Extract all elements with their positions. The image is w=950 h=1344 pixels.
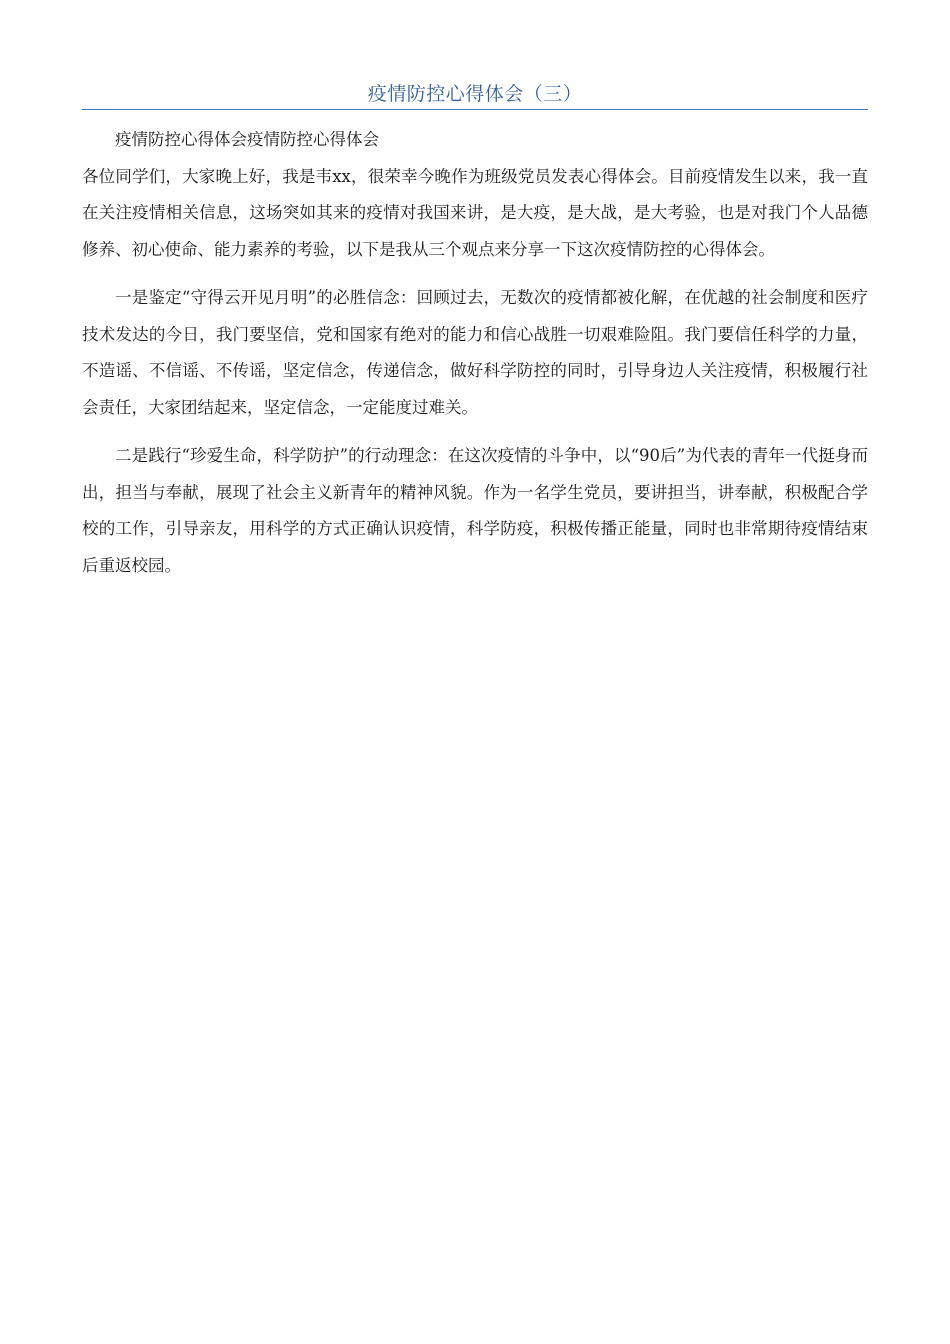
paragraph-point-one: 一是鉴定“守得云开见月明”的必胜信念：回顾过去，无数次的疫情都被化解，在优越的社会制度和医疗技术发达的今日，我门要坚信，党和国家有绝对的能力和信心战胜一切艰难险阻。我门要信任科学的力量，不造谣、不信谣、不传谣，坚定信念，传递信念，做好科学防控的同时，引导身边人关注疫情，积极履行社会责任，大家团结起来，坚定信念，一定能度过难关。 — [82, 288, 868, 417]
header-title: 疫情防控心得体会（三） — [367, 83, 583, 105]
paragraph-point-two: 二是践行“珍爱生命，科学防护”的行动理念：在这次疫情的斗争中，以“90后”为代表的青年一代挺身而出，担当与奉献，展现了社会主义新青年的精神风貌。作为一名学生党员，要讲担当，讲奉献，积极配合学校的工作，引导亲友，用科学的方式正确认识疫情，科学防疫，积极传播正能量，同时也非常期待疫情结束后重返校园。 — [82, 446, 868, 575]
document-subtitle: 疫情防控心得体会疫情防控心得体会 — [115, 130, 379, 149]
document-body — [82, 122, 868, 584]
page-header — [82, 80, 868, 108]
header-divider — [82, 109, 868, 110]
paragraph-intro: 各位同学们，大家晚上好，我是韦xx，很荣幸今晚作为班级党员发表心得体会。目前疫情发生以来，我一直在关注疫情相关信息，这场突如其来的疫情对我国来讲，是大疫，是大战，是大考验，也是对我门个人品德修养、初心使命、能力素养的考验，以下是我从三个观点来分享一下这次疫情防控的心得体会。 — [82, 166, 868, 259]
